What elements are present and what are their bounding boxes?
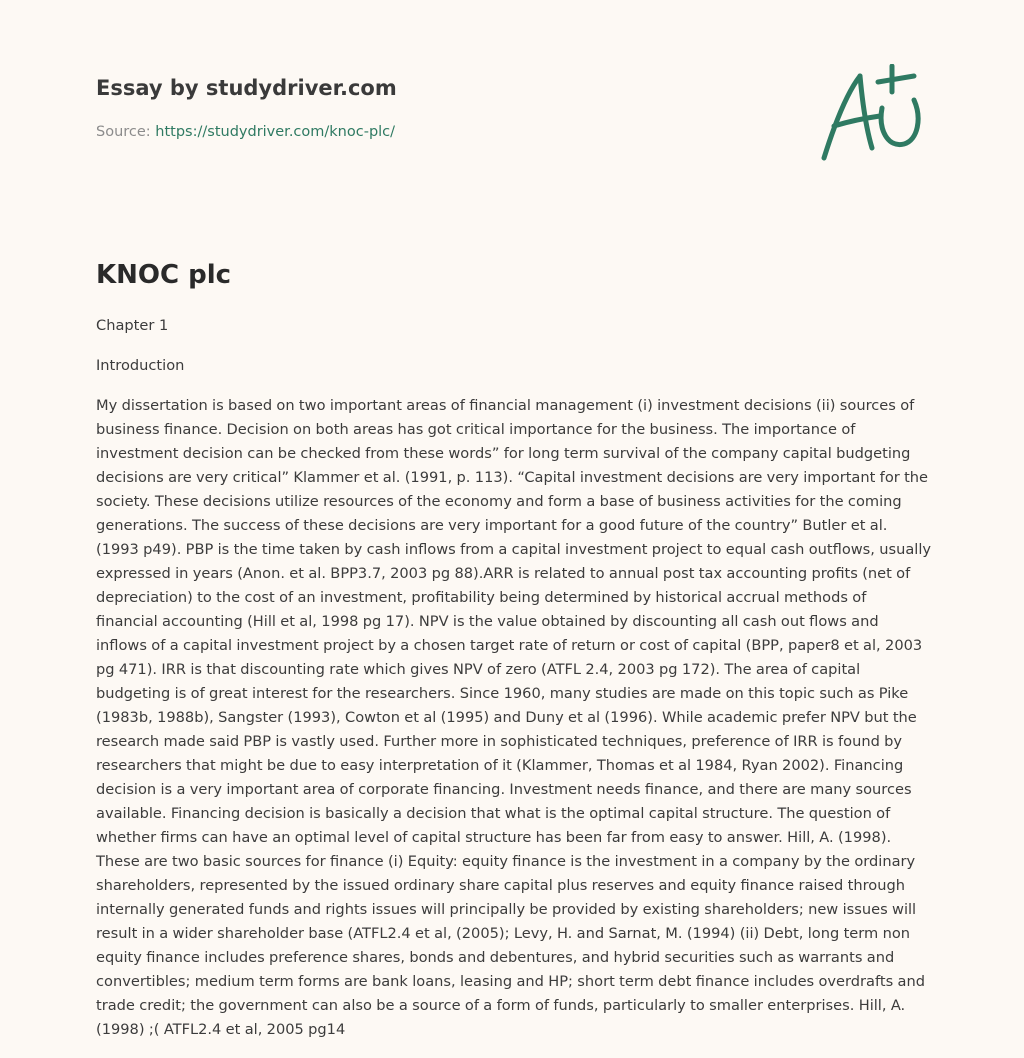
section-heading: Introduction [96,357,185,374]
source-link[interactable]: https://studydriver.com/knoc-plc/ [155,124,396,140]
a-plus-logo-icon [818,64,928,166]
source-label: Source: [96,124,156,140]
page-header [96,0,928,200]
essay-title: KNOC plc [96,260,232,290]
chapter-heading: Chapter 1 [96,317,169,334]
site-title: Essay by studydriver.com [96,76,397,100]
source-line [96,124,395,140]
essay-body-paragraph: My dissertation is based on two important areas of financial management (i) investment decisions (ii) sources of business finance. Decision on both areas has got critical importance for the business. The importance of investment decision can be checked from these words” for long term survival of the company capital budgeting decisions are very critical” Klammer et al. (1991, p. 113). “Capital investment decisions are very important for the society. These decisions utilize resources of the economy and form a base of business activities for the coming generations. The success of these decisions are very important for a good future of the country” Butler et al. (1993 p49). PBP is the time taken by cash inflows from a capital investment project to equal cash outflows, usually expressed in years (Anon. et al. BPP3.7, 2003 pg 88).ARR is related to annual post tax accounting profits (net of depreciation) to the cost of an investment, profitability being determined by historical accrual methods of financial accounting (Hill et al, 1998 pg 17). NPV is the value obtained by discounting all cash out flows and inflows of a capital investment project by a chosen target rate of return or cost of capital (BPP, paper8 et al, 2003 pg 471). IRR is that discounting rate which gives NPV of zero (ATFL 2.4, 2003 pg 172). The area of capital budgeting is of great interest for the researchers. Since 1960, many studies are made on this topic such as Pike (1983b, 1988b), Sangster (1993), Cowton et al (1995) and Duny et al (1996). While academic prefer NPV but the research made said PBP is vastly used. Further more in sophisticated techniques, preference of IRR is found by researchers that might be due to easy interpretation of it (Klammer, Thomas et al 1984, Ryan 2002). Financing decision is a very important area of corporate financing. Investment needs finance, and there are many sources available. Financing decision is basically a decision that what is the optimal capital structure. The question of whether firms can have an optimal level of capital structure has been far from easy to answer. Hill, A. (1998). These are two basic sources for finance (i) Equity: equity finance is the investment in a company by the ordinary shareholders, represented by the issued ordinary share capital plus reserves and equity finance raised through internally generated funds and rights issues will principally be provided by existing shareholders; new issues will result in a wider shareholder base (ATFL2.4 et al, (2005); Levy, H. and Sarnat, M. (1994) (ii) Debt, long term non equity finance includes preference shares, bonds and debentures, and hybrid securities such as warrants and convertibles; medium term forms are bank loans, leasing and HP; short term debt finance includes overdrafts and trade credit; the government can also be a source of a form of funds, particularly to smaller enterprises. Hill, A. (1998) ;( ATFL2.4 et al, 2005 pg14 [96,397,932,1038]
essay-content [96,252,932,1042]
